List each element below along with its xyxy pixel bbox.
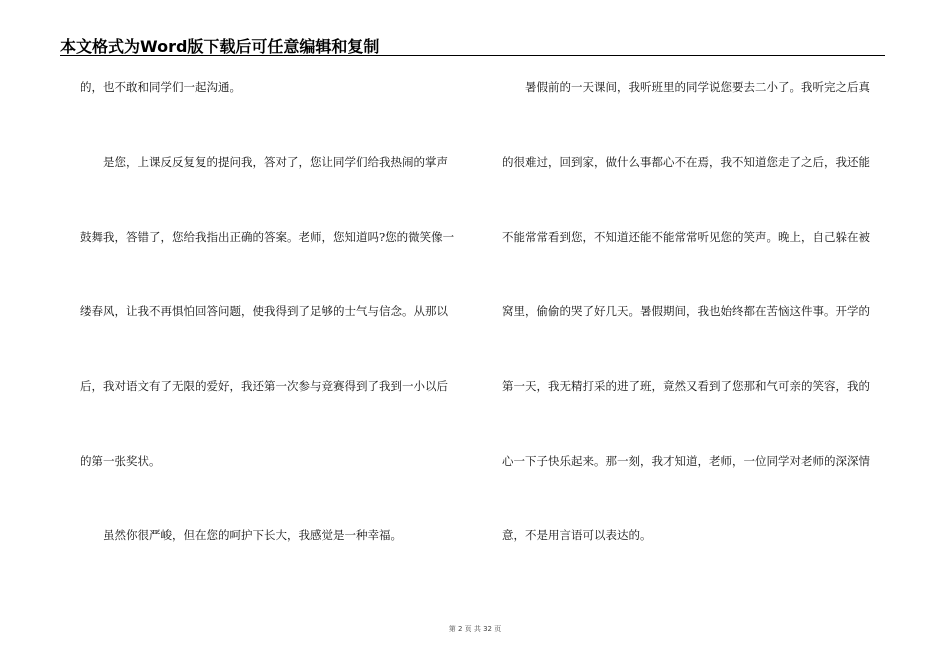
header-title: 本文格式为Word版下载后可任意编辑和复制 (60, 37, 380, 56)
text-line: 的很难过，回到家，做什么事都心不在焉，我不知道您走了之后，我还能 (502, 155, 870, 169)
text-line: 缕春风，让我不再惧怕回答问题，使我得到了足够的士气与信念。从那以 (80, 304, 448, 318)
header-divider (60, 55, 885, 56)
text-line: 的第一张奖状。 (80, 454, 161, 468)
text-line: 心一下子快乐起来。那一刻，我才知道，老师，一位同学对老师的深深情 (502, 454, 870, 468)
text-line: 的，也不敢和同学们一起沟通。 (80, 80, 241, 94)
text-line: 暑假前的一天课间，我听班里的同学说您要去二小了。我听完之后真 (525, 80, 870, 94)
text-line: 意，不是用言语可以表达的。 (502, 528, 652, 542)
text-line: 虽然你很严峻，但在您的呵护下长大，我感觉是一种幸福。 (103, 528, 402, 542)
text-line: 鼓舞我，答错了，您给我指出正确的答案。老师，您知道吗?您的微笑像一 (80, 230, 455, 244)
text-line: 第一天，我无精打采的进了班，竟然又看到了您那和气可亲的笑容，我的 (502, 379, 870, 393)
page-number: 第 2 页 共 32 页 (448, 625, 502, 633)
text-line: 后，我对语文有了无限的爱好，我还第一次参与竞赛得到了我到一小以后 (80, 379, 448, 393)
text-line: 是您，上课反反复复的提问我，答对了，您让同学们给我热闹的掌声 (103, 155, 448, 169)
text-line: 窝里，偷偷的哭了好几天。暑假期间，我也始终都在苦恼这件事。开学的 (502, 304, 870, 318)
text-line: 不能常常看到您，不知道还能不能常常听见您的笑声。晚上，自己躲在被 (502, 230, 870, 244)
